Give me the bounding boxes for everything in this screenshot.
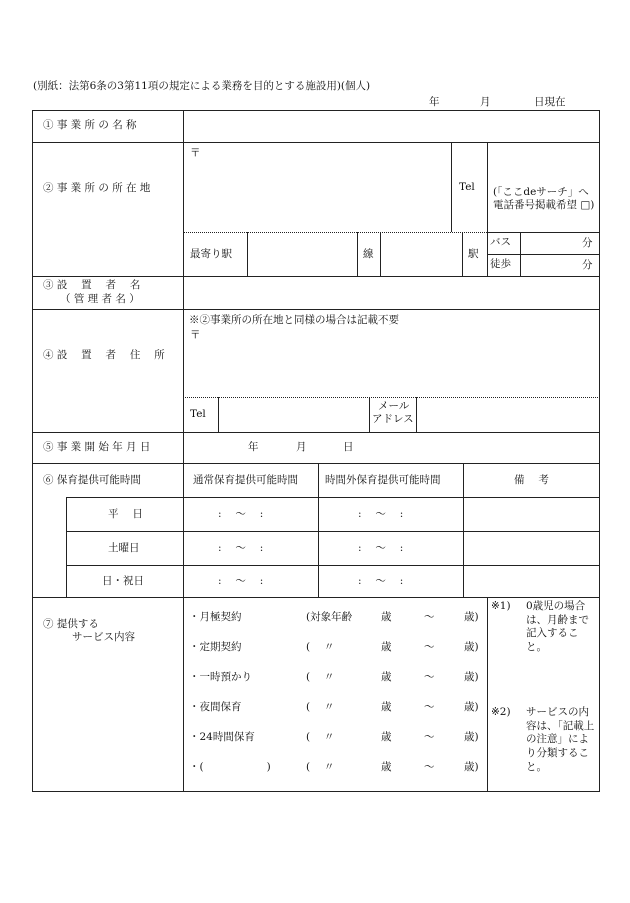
- service-age-tilde: 〜: [424, 611, 435, 623]
- service-age-from: 歳: [381, 671, 392, 683]
- service-name: ・月極契約: [189, 611, 242, 623]
- service-age-from: 歳: [381, 701, 392, 713]
- childcare-hours-label: ⑥ 保育提供可能時間: [43, 474, 141, 486]
- service-age-from: 歳: [381, 611, 392, 623]
- service-age-to: 歳): [464, 731, 479, 743]
- saturday-remarks-field[interactable]: [466, 534, 596, 562]
- business-address-field[interactable]: [200, 146, 448, 230]
- mail-label-line2: アドレス: [372, 413, 414, 425]
- service-age-tilde: 〜: [424, 701, 435, 713]
- bus-minutes-label: 分: [582, 237, 593, 249]
- note2-text: サービスの内容は、「記載上の注意」により分類すること。: [526, 706, 595, 773]
- bus-label: バス: [490, 236, 511, 248]
- founder-address-field[interactable]: [200, 328, 596, 394]
- service-age-to: 歳): [464, 761, 479, 773]
- note1-text: 0歳児の場合は、月齢まで記入すること。: [526, 600, 589, 653]
- line-name-field[interactable]: [250, 235, 354, 273]
- service-age-to: 歳): [464, 611, 479, 623]
- business-address-label: ② 事 業 所 の 所 在 地: [43, 182, 151, 194]
- service-age-tilde: 〜: [424, 731, 435, 743]
- service-name: ・一時預かり: [189, 671, 252, 683]
- saturday-label: 土曜日: [108, 542, 140, 554]
- holiday-remarks-field[interactable]: [466, 568, 596, 594]
- weekday-regular-time[interactable]: : 〜 :: [218, 508, 264, 520]
- founder-tel-label: Tel: [190, 408, 206, 420]
- service-age-open: (対象年齢: [306, 611, 353, 623]
- service-age-open: ( 〃: [306, 671, 335, 683]
- note1-mark: ※1): [491, 600, 511, 612]
- address-same-note: ※②事業所の所在地と同様の場合は記載不要: [189, 314, 399, 326]
- station-label: 駅: [468, 248, 479, 260]
- holiday-label: 日・祝日: [102, 575, 144, 587]
- service-age-tilde: 〜: [424, 761, 435, 773]
- founder-tel-field[interactable]: [221, 400, 366, 429]
- mail-label-line1: メール: [378, 400, 410, 412]
- service-age-to: 歳): [464, 671, 479, 683]
- phone-listing-note: (「ここdeサーチ」へ電話番号掲載希望 □): [493, 186, 595, 212]
- start-month-label: 月: [296, 441, 307, 453]
- service-age-open: ( 〃: [306, 641, 335, 653]
- date-month-label: 月: [480, 96, 491, 108]
- service-name: ・定期契約: [189, 641, 242, 653]
- service-age-from: 歳: [381, 731, 392, 743]
- regular-hours-header: 通常保育提供可能時間: [193, 474, 298, 486]
- service-age-open: ( 〃: [306, 731, 335, 743]
- station-name-field[interactable]: [383, 235, 459, 273]
- business-tel-label: Tel: [459, 181, 475, 193]
- start-day-label: 日: [343, 441, 354, 453]
- business-postal-mark: 〒: [190, 147, 201, 159]
- saturday-extended-time[interactable]: : 〜 :: [358, 542, 404, 554]
- business-name-label: ① 事 業 所 の 名 称: [43, 119, 137, 131]
- services-label-line2: サービス内容: [72, 631, 135, 643]
- service-age-tilde: 〜: [424, 671, 435, 683]
- service-age-from: 歳: [381, 641, 392, 653]
- founder-address-label: ④ 設 置 者 住 所: [43, 349, 165, 361]
- weekday-extended-time[interactable]: : 〜 :: [358, 508, 404, 520]
- start-year-label: 年: [248, 441, 259, 453]
- service-name: ・夜間保育: [189, 701, 242, 713]
- service-age-open: ( 〃: [306, 761, 335, 773]
- walk-label: 徒歩: [490, 258, 511, 270]
- weekday-remarks-field[interactable]: [466, 500, 596, 528]
- founder-name-field[interactable]: [186, 280, 596, 306]
- holiday-regular-time[interactable]: : 〜 :: [218, 575, 264, 587]
- remarks-header: 備 考: [514, 474, 549, 486]
- service-name: ・24時間保育: [189, 731, 255, 743]
- date-day-label: 日現在: [534, 96, 566, 108]
- service-name: ・( ): [189, 761, 271, 773]
- manager-name-label: （ 管 理 者 名 ）: [60, 293, 140, 305]
- nearest-station-label: 最寄り駅: [190, 248, 232, 260]
- line-label: 線: [363, 248, 374, 260]
- founder-postal-mark: 〒: [190, 329, 201, 341]
- service-age-open: ( 〃: [306, 701, 335, 713]
- weekday-label: 平 日: [108, 508, 143, 520]
- founder-email-field[interactable]: [419, 400, 596, 429]
- service-age-to: 歳): [464, 701, 479, 713]
- date-year-label: 年: [429, 96, 440, 108]
- services-label-line1: ⑦ 提供する: [43, 618, 99, 630]
- walk-minutes-label: 分: [582, 259, 593, 271]
- founder-name-label: ③ 設 置 者 名: [43, 279, 141, 291]
- service-age-tilde: 〜: [424, 641, 435, 653]
- start-date-label: ⑤ 事 業 開 始 年 月 日: [43, 441, 151, 453]
- business-tel-field[interactable]: [490, 146, 596, 182]
- business-name-field[interactable]: [186, 113, 596, 139]
- form-caption: (別紙：法第6条の3第11項の規定による業務を目的とする施設用)(個人): [33, 80, 371, 92]
- service-age-from: 歳: [381, 761, 392, 773]
- note2-mark: ※2): [491, 706, 511, 718]
- holiday-extended-time[interactable]: : 〜 :: [358, 575, 404, 587]
- saturday-regular-time[interactable]: : 〜 :: [218, 542, 264, 554]
- service-age-to: 歳): [464, 641, 479, 653]
- extended-hours-header: 時間外保育提供可能時間: [325, 474, 441, 486]
